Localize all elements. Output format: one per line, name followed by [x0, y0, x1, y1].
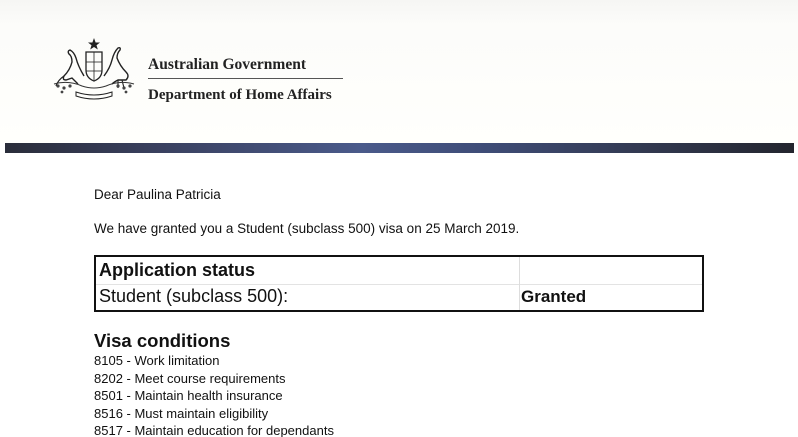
- grant-message: We have granted you a Student (subclass 500) visa on 25 March 2019.: [94, 221, 520, 236]
- status-visa-type: Student (subclass 500):: [99, 286, 289, 306]
- status-badge: Granted: [521, 287, 587, 306]
- status-column-divider: [519, 257, 520, 310]
- list-item: 8517 - Maintain education for dependants: [94, 423, 334, 437]
- visa-conditions-list: [94, 352, 334, 437]
- list-item: 8516 - Must maintain eligibility: [94, 405, 269, 421]
- list-item: 8105 - Work limitation: [94, 353, 220, 368]
- coat-of-arms-icon: [48, 36, 140, 102]
- status-heading: Application status: [99, 260, 256, 280]
- list-item: 8202 - Meet course requirements: [94, 370, 286, 386]
- visa-conditions-heading: Visa conditions: [94, 330, 231, 351]
- application-status-table: [94, 255, 704, 312]
- header-band: [5, 143, 794, 153]
- header-divider: [148, 78, 343, 79]
- department-name: Department of Home Affairs: [148, 87, 332, 103]
- government-name: Australian Government: [148, 56, 307, 73]
- letterhead: [0, 0, 798, 143]
- salutation: Dear Paulina Patricia: [94, 187, 221, 202]
- status-row-divider: [96, 284, 702, 285]
- list-item: 8501 - Maintain health insurance: [94, 388, 283, 403]
